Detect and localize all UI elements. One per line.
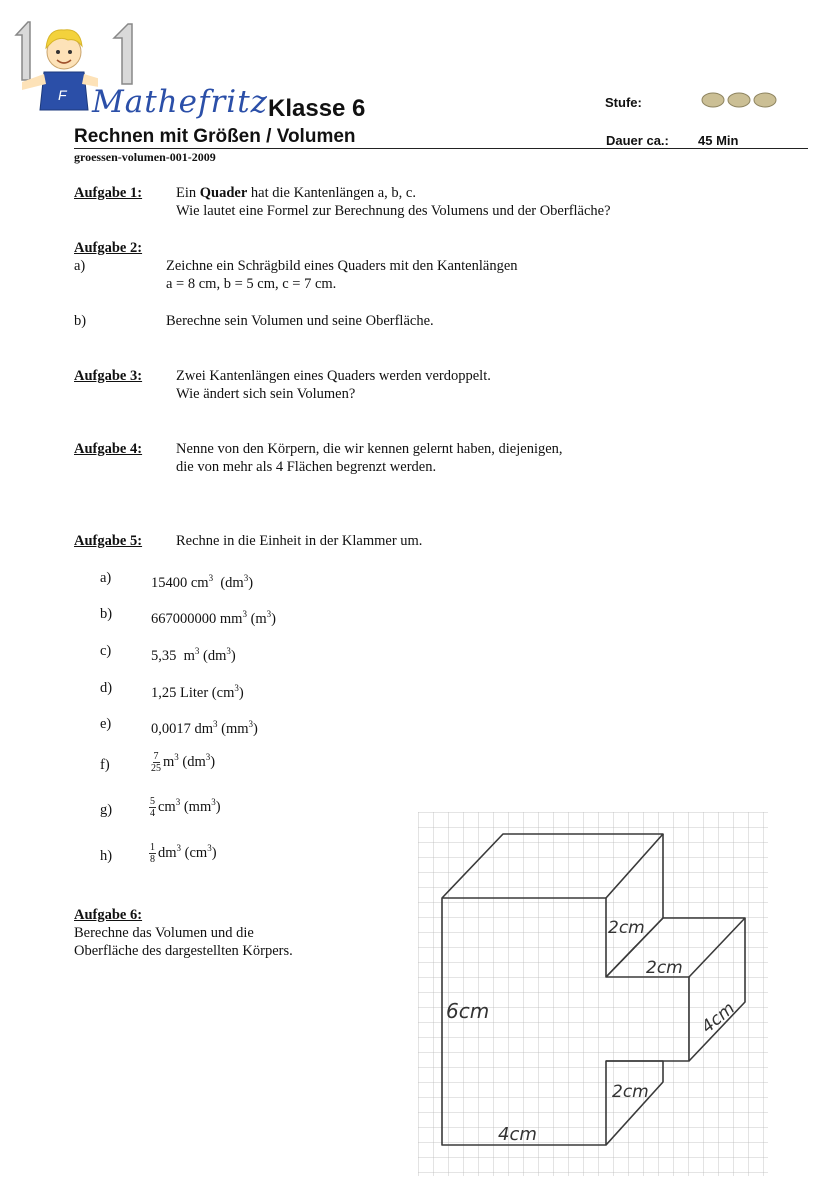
task5-item-letter-b: b) bbox=[100, 606, 113, 622]
task2-a-line1: Zeichne ein Schrägbild eines Quaders mit den Kantenlängen bbox=[166, 258, 518, 274]
unit: m bbox=[163, 753, 175, 770]
task5-item-value: 0,0017 dm bbox=[151, 720, 214, 737]
grade-title: Klasse 6 bbox=[268, 95, 366, 122]
task2-a-line2: a = 8 cm, b = 5 cm, c = 7 cm. bbox=[166, 276, 337, 292]
unit: cm bbox=[158, 798, 176, 815]
task4-label: Aufgabe 4: bbox=[74, 441, 143, 457]
level-label: Stufe: bbox=[605, 95, 642, 110]
header-divider bbox=[74, 148, 808, 149]
fraction-numerator: 7 bbox=[153, 751, 159, 762]
bracket: ) bbox=[211, 844, 217, 861]
unit: dm bbox=[158, 844, 177, 861]
fraction bbox=[151, 751, 161, 774]
fraction bbox=[149, 842, 156, 865]
task3-label: Aufgabe 3: bbox=[74, 368, 143, 384]
figure-label-lower-step: 2cm bbox=[612, 1082, 649, 1102]
task2-b-letter: b) bbox=[74, 313, 87, 329]
exponent: 3 bbox=[243, 573, 249, 583]
task4-line1: Nenne von den Körpern, die wir kennen gelernt haben, diejenigen, bbox=[176, 441, 563, 457]
mascot-logo-image bbox=[8, 10, 98, 120]
figure-label-height: 6cm bbox=[446, 999, 490, 1023]
task5-item-letter-e: e) bbox=[100, 716, 112, 732]
figure-label-bottom: 4cm bbox=[498, 1124, 537, 1145]
task5-item-value: 15400 cm bbox=[151, 574, 209, 591]
duration-label: Dauer ca.: bbox=[606, 133, 669, 148]
task6-line2: Oberfläche des dargestellten Körpers. bbox=[74, 943, 293, 959]
exponent: 3 bbox=[174, 752, 179, 762]
task4-line2: die von mehr als 4 Flächen begrenzt werden. bbox=[176, 459, 437, 475]
fraction-denominator: 25 bbox=[151, 763, 161, 774]
task5-item-letter-f: f) bbox=[100, 757, 110, 773]
bracket: ) bbox=[238, 684, 244, 701]
grid-paper-figure bbox=[418, 812, 768, 1176]
exponent: 3 bbox=[211, 797, 216, 807]
svg-text:F: F bbox=[58, 87, 67, 103]
task5-item-letter-c: c) bbox=[100, 643, 112, 659]
figure-label-step-depth: 2cm bbox=[646, 958, 683, 978]
target-unit: (m bbox=[246, 610, 267, 627]
task2-a-letter: a) bbox=[74, 258, 86, 274]
task5-item-letter-h: h) bbox=[100, 848, 113, 864]
task1-label: Aufgabe 1: bbox=[74, 185, 143, 201]
target-unit: (mm bbox=[180, 798, 212, 815]
bracket: ) bbox=[248, 574, 254, 591]
task5-item-value: 667000000 mm bbox=[151, 610, 243, 627]
fraction-numerator: 5 bbox=[150, 796, 155, 807]
task5-intro: Rechne in die Einheit in der Klammer um. bbox=[176, 533, 423, 549]
duration-value: 45 Min bbox=[698, 133, 739, 148]
task5-label: Aufgabe 5: bbox=[74, 533, 143, 549]
task5-item-g bbox=[149, 793, 221, 819]
exponent: 3 bbox=[175, 797, 181, 807]
task5-item-letter-d: d) bbox=[100, 680, 113, 696]
task5-item-value: 1,25 Liter (cm bbox=[151, 684, 235, 701]
fraction-denominator: 4 bbox=[150, 808, 155, 819]
bracket: ) bbox=[271, 610, 277, 627]
task5-item-f bbox=[151, 748, 215, 774]
task6-label: Aufgabe 6: bbox=[74, 907, 143, 923]
task5-item-a bbox=[151, 569, 253, 592]
figure-label-right-depth: 4cm bbox=[697, 998, 739, 1038]
task5-item-letter-g: g) bbox=[100, 802, 113, 818]
task5-item-h bbox=[149, 839, 217, 865]
level-indicator bbox=[700, 89, 780, 109]
task1-line1-pre: Ein bbox=[176, 185, 200, 201]
exponent: 3 bbox=[242, 609, 247, 619]
bracket: ) bbox=[253, 720, 258, 737]
bracket: ) bbox=[230, 647, 236, 664]
target-unit: (dm bbox=[178, 753, 206, 770]
task5-item-letter-a: a) bbox=[100, 570, 112, 586]
exponent: 3 bbox=[176, 843, 182, 853]
exponent: 3 bbox=[207, 843, 212, 853]
fraction-numerator: 1 bbox=[150, 842, 155, 853]
task5-item-b bbox=[151, 605, 276, 628]
document-code: groessen-volumen-001-2009 bbox=[74, 150, 216, 164]
target-unit: (mm bbox=[217, 720, 249, 737]
task5-item-e bbox=[151, 715, 258, 738]
task1-line2: Wie lautet eine Formel zur Berechnung des Volumens und der Oberfläche? bbox=[176, 203, 611, 219]
exponent: 3 bbox=[205, 752, 211, 762]
exponent: 3 bbox=[226, 646, 231, 656]
task5-item-c bbox=[151, 642, 236, 665]
bracket: ) bbox=[210, 753, 216, 770]
target-unit: (dm bbox=[213, 574, 244, 591]
task2-b-line1: Berechne sein Volumen und seine Oberfläche. bbox=[166, 313, 434, 329]
task1-line1-bold: Quader bbox=[199, 185, 248, 201]
logo bbox=[8, 10, 268, 120]
topic-title: Rechnen mit Größen / Volumen bbox=[74, 126, 356, 147]
exponent: 3 bbox=[248, 719, 254, 729]
task2-label: Aufgabe 2: bbox=[74, 240, 143, 256]
exponent: 3 bbox=[194, 646, 200, 656]
figure-label-top-step: 2cm bbox=[608, 918, 645, 938]
task5-item-d bbox=[151, 679, 244, 702]
task1-line1 bbox=[176, 184, 416, 202]
exponent: 3 bbox=[208, 573, 214, 583]
task3-line2: Wie ändert sich sein Volumen? bbox=[176, 386, 356, 402]
task5-item-value: 5,35 m bbox=[151, 647, 195, 664]
level-pills-icon bbox=[700, 89, 780, 109]
solid-figure bbox=[418, 812, 768, 1176]
task3-line1: Zwei Kantenlängen eines Quaders werden verdoppelt. bbox=[176, 368, 491, 384]
exponent: 3 bbox=[213, 719, 218, 729]
task6-line1: Berechne das Volumen und die bbox=[74, 925, 254, 941]
target-unit: (dm bbox=[199, 647, 227, 664]
bracket: ) bbox=[215, 798, 221, 815]
target-unit: (cm bbox=[181, 844, 208, 861]
fraction-denominator: 8 bbox=[150, 854, 155, 865]
logo-wordmark: Mathefritz bbox=[92, 84, 268, 120]
exponent: 3 bbox=[234, 683, 239, 693]
fraction bbox=[149, 796, 156, 819]
exponent: 3 bbox=[266, 609, 272, 619]
task1-line1-post: hat die Kantenlängen a, b, c. bbox=[247, 185, 416, 201]
